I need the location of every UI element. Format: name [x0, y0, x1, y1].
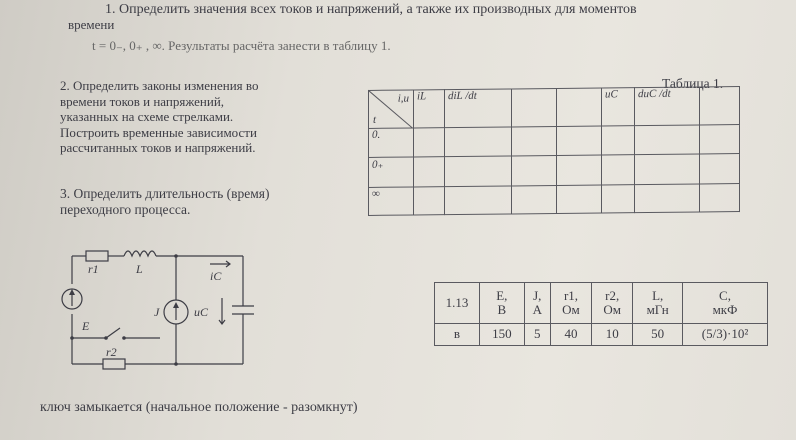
corner-top-label: i,u	[397, 92, 409, 105]
param-value: (5/3)·10²	[683, 323, 768, 345]
footer-note: ключ замыкается (начальное положение - разомкнут)	[40, 400, 358, 415]
data-cell	[635, 153, 700, 184]
data-cell	[602, 184, 635, 213]
param-symbol: J,	[533, 287, 542, 303]
param-unit: А	[532, 301, 542, 317]
param-unit: В	[497, 301, 507, 317]
data-cell	[700, 153, 740, 184]
arrow-up-icon	[69, 289, 75, 295]
header-cell	[700, 87, 740, 126]
row-label: 0₊	[369, 156, 414, 187]
corner-bottom-label: t	[373, 114, 377, 127]
task2-line: указанных на схеме стрелками.	[60, 109, 234, 124]
arrow-up-icon	[173, 302, 179, 308]
param-symbol: r2,	[605, 287, 620, 303]
param-unit: Ом	[562, 301, 580, 317]
data-cell	[414, 186, 445, 215]
data-cell	[512, 185, 557, 214]
param-value: 40	[550, 323, 591, 345]
data-cell	[557, 155, 602, 186]
param-value: 10	[592, 323, 633, 345]
task1-line2: времени	[68, 17, 115, 32]
data-cell	[635, 184, 700, 213]
row-label: 0.	[369, 128, 414, 157]
task3-line2: переходного процесса.	[60, 202, 191, 217]
circuit-diagram	[48, 240, 260, 380]
task1-line1: 1. Определить значения всех токов и напряжений, а также их производных для моментов	[105, 2, 637, 17]
header-cell: duC /dt	[635, 87, 700, 126]
task2-line: 2. Определить законы изменения во	[60, 78, 259, 93]
param-header	[524, 283, 550, 324]
table-corner-cell	[369, 90, 414, 129]
param-value: 150	[480, 323, 525, 345]
label-r2: r2	[106, 345, 117, 359]
data-cell	[512, 155, 557, 186]
task3-text	[60, 186, 360, 218]
data-cell	[557, 126, 602, 155]
param-symbol: r1,	[563, 287, 579, 303]
data-cell	[445, 186, 512, 215]
header-cell	[512, 88, 557, 127]
task1-line3: t = 0₋, 0₊ , ∞. Результаты расчёта занести в таблицу 1.	[92, 38, 391, 53]
header-cell: diL /dt	[445, 89, 512, 128]
data-cell	[700, 125, 740, 154]
task2-line: Построить временные зависимости	[60, 124, 257, 140]
param-unit: мГн	[646, 301, 669, 317]
label-r1: r1	[88, 262, 99, 276]
results-table	[368, 86, 740, 216]
param-value: 5	[524, 323, 550, 345]
data-cell	[602, 126, 635, 155]
row-label: в	[435, 323, 480, 345]
label-ic: iC	[210, 269, 222, 283]
param-header	[592, 283, 633, 324]
label-uc: uC	[194, 305, 209, 319]
task2-text	[60, 78, 360, 156]
param-header	[550, 283, 591, 324]
variant-cell: 1.13	[435, 283, 480, 324]
switch-icon	[106, 328, 120, 338]
param-symbol: E,	[496, 287, 508, 303]
param-symbol: C,	[719, 287, 731, 303]
task3-line1: 3. Определить длительность (время)	[60, 186, 270, 201]
label-l: L	[136, 262, 143, 276]
task2-line: рассчитанных токов и напряжений.	[60, 140, 256, 155]
task2-line: времени токов и напряжений,	[60, 93, 225, 109]
param-header	[480, 283, 525, 324]
param-symbol: L,	[652, 287, 664, 303]
param-unit: мкФ	[712, 301, 738, 317]
data-cell	[635, 125, 700, 154]
data-cell	[602, 154, 635, 185]
label-e: E	[82, 319, 90, 333]
param-value: 50	[633, 323, 683, 345]
data-cell	[445, 127, 512, 156]
parameters-table	[434, 282, 768, 346]
inductor-icon	[124, 251, 156, 256]
data-cell	[557, 185, 602, 214]
param-header	[633, 283, 683, 324]
param-unit: Ом	[603, 301, 622, 317]
data-cell	[512, 127, 557, 156]
label-j: J	[154, 305, 160, 319]
header-cell: uC	[602, 88, 635, 127]
data-cell	[414, 128, 445, 157]
data-cell	[445, 155, 512, 186]
header-cell: iL	[414, 90, 445, 129]
data-cell	[700, 183, 740, 212]
param-header	[683, 283, 768, 324]
data-cell	[414, 156, 445, 187]
resistor-r1-icon	[86, 251, 108, 261]
resistor-r2-icon	[103, 359, 125, 369]
header-cell	[557, 88, 602, 127]
table1-caption: Таблица 1.	[662, 76, 724, 91]
row-label: ∞	[369, 187, 414, 216]
